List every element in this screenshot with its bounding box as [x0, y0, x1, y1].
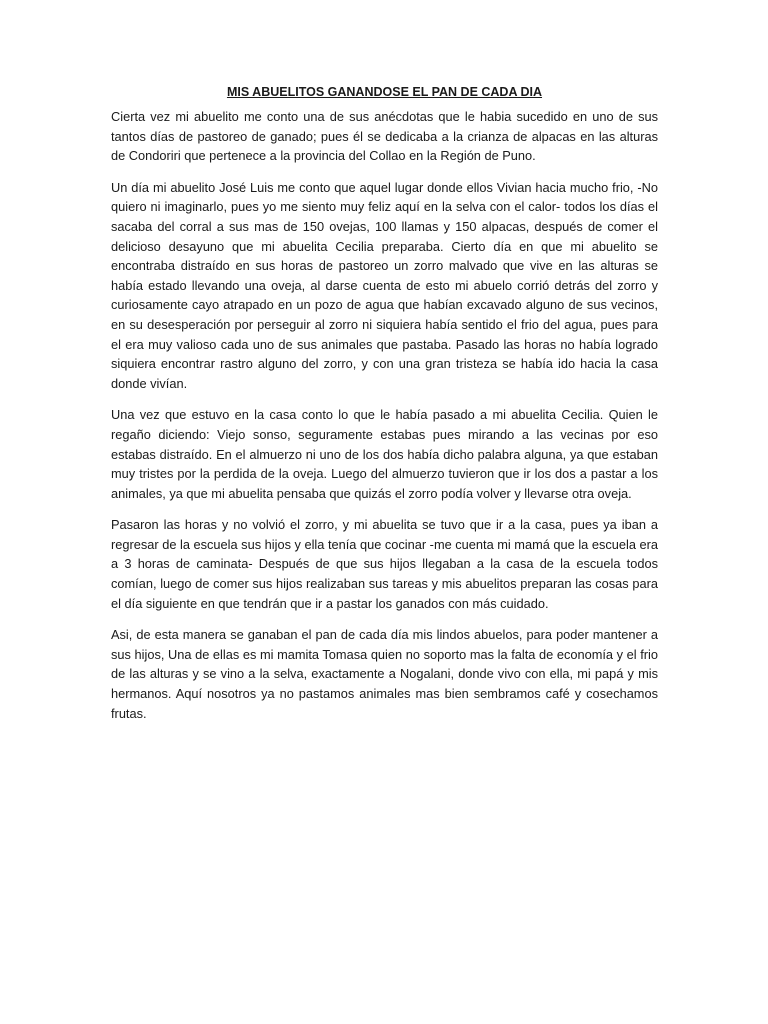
paragraph-1: Cierta vez mi abuelito me conto una de sus anécdotas que le habia sucedido en uno de sus tantos días de pastoreo de ganado; pues él se dedicaba a la crianza de alpacas en las alturas de Condoriri que pertenece a la provincia del Collao en la Región de Puno.: [111, 109, 658, 164]
document-title: MIS ABUELITOS GANANDOSE EL PAN DE CADA DIA: [226, 85, 543, 99]
paragraph-4: Pasaron las horas y no volvió el zorro, y mi abuelita se tuvo que ir a la casa, pues ya iban a regresar de la escuela sus hijos y ella tenía que cocinar -me cuenta mi mamá que la escuela era a 3 horas de caminata- Después de que sus hijos llegaban a la casa de la escuela todos comían, luego de comer sus hijos realizaban sus tareas y mis abuelitos preparan las cosas para el día siguiente en que tendrán que ir a pastar los ganados con más cuidado.: [111, 517, 658, 611]
paragraph-3: Una vez que estuvo en la casa conto lo que le había pasado a mi abuelita Cecilia. Quien le regaño diciendo: Viejo sonso, seguramente estabas pues mirando a las vecinas por eso estabas distraído. En el almuerzo ni uno de los dos había dicho palabra alguna, ya que estaban muy tristes por la perdida de la oveja. Luego del almuerzo tuvieron que ir los dos a pastar a los animales, ya que mi abuelita pensaba que quizás el zorro podía volver y llevarse otra oveja.: [111, 407, 658, 501]
paragraph-2: Un día mi abuelito José Luis me conto que aquel lugar donde ellos Vivian hacia mucho frio, -No quiero ni imaginarlo, pues yo me siento muy feliz aquí en la selva con el calor- todos los días el sacaba del corral a sus mas de 150 ovejas, 100 llamas y 150 alpacas, después de comer el delicioso desayuno que mi abuelita Cecilia preparaba. Cierto día en que mi abuelito se encontraba distraído en sus horas de pastoreo un zorro malvado que vive en las alturas se había estado llevando una oveja, al darse cuenta de esto mi abuelo corrió detrás del zorro y curiosamente cayo atrapado en un pozo de agua que habían excavado alguno de sus vecinos, en su desesperación por perseguir al zorro ni siquiera había sentido el frio del agua, pues para el era muy valioso cada uno de sus animales que pastaba. Pasado las horas no había logrado siquiera encontrar rastro alguno del zorro, y con una gran tristeza se había ido hacia la casa donde vivían.: [111, 179, 658, 391]
paragraph-5: Asi, de esta manera se ganaban el pan de cada día mis lindos abuelos, para poder mantener a sus hijos, Una de ellas es mi mamita Tomasa quien no soporto mas la falta de economía y el frio de las alturas y se vino a la selva, exactamente a Nogalani, donde vivo con ella, mi papá y mis hermanos. Aquí nosotros ya no pastamos animales mas bien sembramos café y cosechamos frutas.: [111, 627, 658, 721]
document-body: [111, 84, 658, 735]
